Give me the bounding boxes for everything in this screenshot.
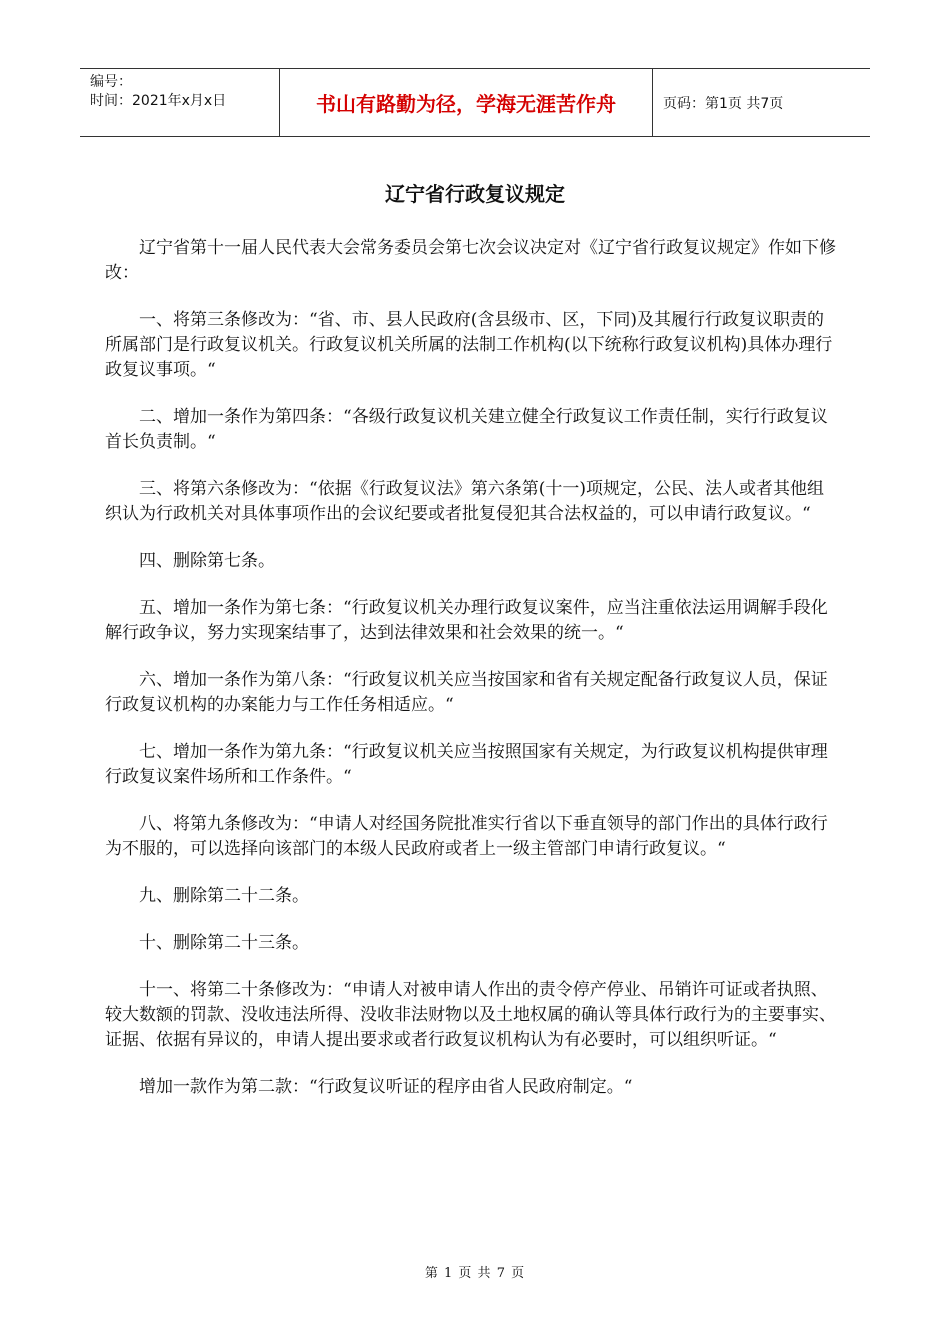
header-page-info: 页码：第1页 共7页 (663, 95, 784, 112)
number-label: 编号： (90, 74, 132, 90)
document-header (80, 68, 870, 137)
header-meta (80, 69, 280, 136)
paragraph: 九、删除第二十二条。 (139, 886, 309, 906)
paragraph: 辽宁省第十一届人民代表大会常务委员会第七次会议决定对《辽宁省行政复议规定》作如下修改： (105, 238, 836, 283)
paragraph: 四、删除第七条。 (139, 551, 275, 571)
time-label: 时间：2021年x月x日 (90, 93, 227, 109)
paragraph: 六、增加一条作为第八条：“行政复议机关应当按国家和省有关规定配备行政复议人员，保证行政复议机构的办案能力与工作任务相适应。“ (105, 670, 828, 715)
paragraph: 十一、将第二十条修改为：“申请人对被申请人作出的责令停产停业、吊销许可证或者执照、较大数额的罚款、没收违法所得、没收非法财物以及土地权属的确认等具体行政行为的主要事实、证据、依据有异议的，申请人提出要求或者行政复议机构认为有必要时，可以组织听证。“ (105, 980, 836, 1050)
document-title: 辽宁省行政复议规定 (385, 182, 565, 206)
page-footer: 第 1 页 共 7 页 (424, 1266, 526, 1281)
paragraph: 十、删除第二十三条。 (139, 933, 309, 953)
document-body (105, 236, 840, 1122)
paragraph: 一、将第三条修改为：“省、市、县人民政府(含县级市、区，下同)及其履行行政复议职责的所属部门是行政复议机关。行政复议机关所属的法制工作机构(以下统称行政复议机构)具体办理行政复议事项。“ (105, 310, 833, 380)
paragraph: 八、将第九条修改为：“申请人对经国务院批准实行省以下垂直领导的部门作出的具体行政行为不服的，可以选择向该部门的本级人民政府或者上一级主管部门申请行政复议。“ (105, 814, 828, 859)
header-motto: 书山有路勤为径，学海无涯苦作舟 (280, 69, 653, 136)
paragraph: 二、增加一条作为第四条：“各级行政复议机关建立健全行政复议工作责任制，实行行政复议首长负责制。“ (105, 407, 828, 452)
paragraph: 七、增加一条作为第九条：“行政复议机关应当按照国家有关规定，为行政复议机构提供审理行政复议案件场所和工作条件。“ (105, 742, 828, 787)
paragraph: 五、增加一条作为第七条：“行政复议机关办理行政复议案件，应当注重依法运用调解手段化解行政争议，努力实现案结事了，达到法律效果和社会效果的统一。“ (105, 598, 828, 643)
paragraph: 增加一款作为第二款：“行政复议听证的程序由省人民政府制定。“ (139, 1077, 633, 1097)
paragraph: 三、将第六条修改为：“依据《行政复议法》第六条第(十一)项规定，公民、法人或者其他组织认为行政机关对具体事项作出的会议纪要或者批复侵犯其合法权益的，可以申请行政复议。“ (105, 479, 824, 524)
